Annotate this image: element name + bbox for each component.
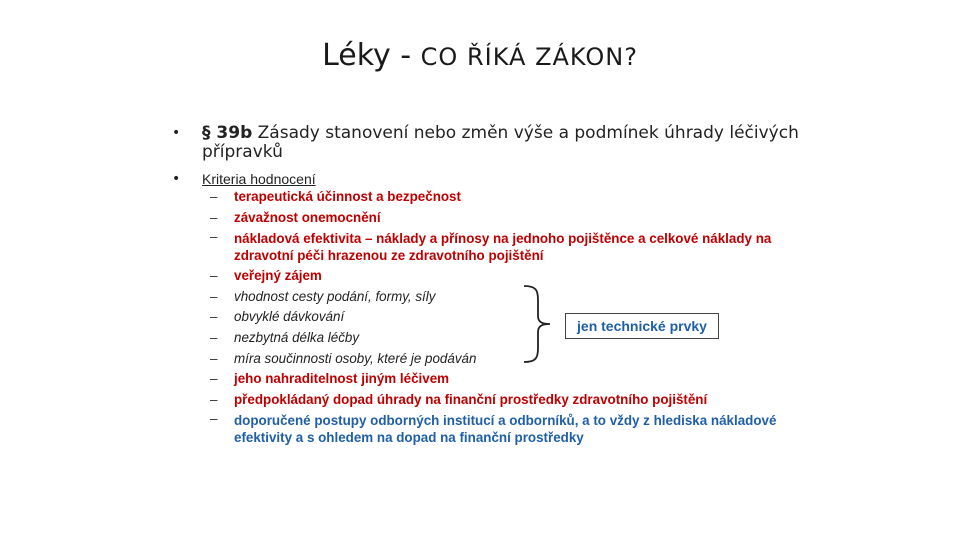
criteria-item — [208, 369, 828, 390]
dash-icon: – — [210, 309, 218, 325]
criteria-heading: Kriteria hodnocení — [202, 171, 316, 187]
dash-icon: – — [210, 229, 218, 245]
dash-icon: – — [210, 329, 218, 345]
technical-elements-callout: jen technické prvky — [565, 313, 719, 339]
bullet-item-law — [170, 124, 860, 162]
dash-icon: – — [210, 268, 218, 284]
criteria-text: obvyklé dávkování — [234, 309, 345, 325]
criteria-item — [208, 410, 828, 448]
criteria-text: nezbytná délka léčby — [234, 329, 360, 345]
bullet-item-criteria — [170, 170, 860, 188]
criteria-item — [208, 328, 828, 349]
paragraph-number: § 39b — [202, 123, 253, 143]
slide-title — [0, 38, 960, 73]
criteria-text: nákladová efektivita – náklady a přínosy na jednoho pojištěnce a celkové náklady na zdravotní péči hrazenou ze zdravotního pojištění — [234, 231, 772, 264]
criteria-text: doporučené postupy odborných institucí a odborníků, a to vždy z hlediska nákladové efektivity a s ohledem na dopad na finanční prostředky — [234, 413, 777, 446]
dash-icon: – — [210, 391, 218, 407]
criteria-item — [208, 266, 828, 287]
criteria-text: veřejný zájem — [234, 268, 322, 284]
criteria-item — [208, 307, 828, 328]
title-sub: CO ŘÍKÁ ZÁKON? — [420, 43, 638, 71]
criteria-text: míra součinnosti osoby, které je podáván — [234, 350, 477, 366]
criteria-item — [208, 349, 828, 370]
criteria-item — [208, 187, 828, 208]
criteria-text: jeho nahraditelnost jiným léčivem — [234, 371, 450, 387]
dash-icon: – — [210, 189, 218, 204]
dash-icon: – — [210, 350, 218, 366]
criteria-text: závažnost onemocnění — [234, 209, 381, 225]
criteria-item — [208, 390, 828, 411]
bullet-list — [170, 124, 860, 188]
right-brace-icon — [520, 284, 560, 364]
criteria-item — [208, 208, 828, 229]
dash-icon: – — [210, 411, 218, 427]
criteria-item — [208, 228, 828, 266]
bullet-icon: • — [172, 125, 181, 141]
title-main: Léky - — [322, 38, 421, 73]
dash-icon: – — [210, 209, 218, 225]
criteria-item — [208, 287, 828, 308]
criteria-text: vhodnost cesty podání, formy, síly — [234, 288, 436, 304]
bullet-icon: • — [172, 171, 181, 187]
criteria-text: předpokládaný dopad úhrady na finanční prostředky zdravotního pojištění — [234, 391, 708, 407]
dash-icon: – — [210, 371, 218, 387]
criteria-list — [208, 187, 828, 448]
dash-icon: – — [210, 288, 218, 304]
criteria-text: terapeutická účinnost a bezpečnost — [234, 189, 461, 204]
law-description: Zásady stanovení nebo změn výše a podmínek úhrady léčivých přípravků — [202, 123, 799, 162]
